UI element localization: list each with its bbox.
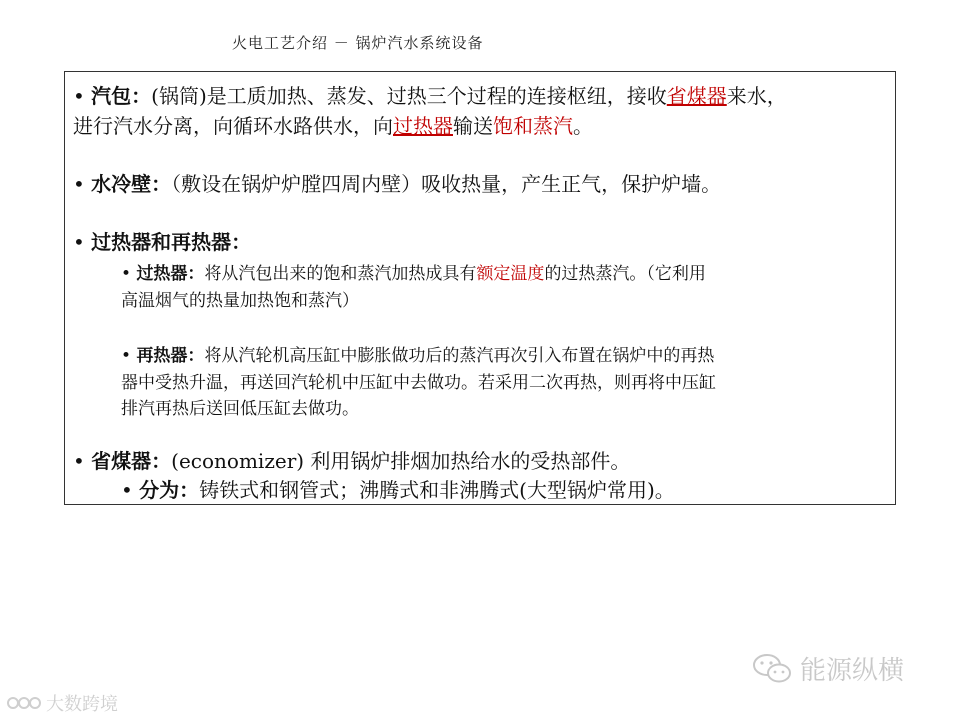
bullet: • bbox=[121, 346, 132, 366]
bullet: • bbox=[73, 449, 85, 473]
superheater-text-1a: 将从汽包出来的饱和蒸汽加热成具有 bbox=[204, 264, 477, 284]
reheater-term: 再热器： bbox=[136, 346, 205, 366]
reheater-line-2: 器中受热升温，再送回汽轮机中压缸中去做功。若采用二次再热，则再将中压缸 bbox=[121, 373, 716, 393]
watermark-left-text: 大数跨境 bbox=[46, 694, 118, 715]
watermark-left bbox=[6, 690, 118, 716]
sh-rh-term: 过热器和再热器： bbox=[91, 230, 252, 254]
brand-logo-icon bbox=[6, 694, 42, 712]
watermark-right bbox=[752, 650, 904, 687]
types-line bbox=[121, 474, 675, 503]
drum-text-2a: 进行汽水分离，向循环水路供水，向 bbox=[73, 114, 393, 138]
drum-text-2c: 输送 bbox=[453, 114, 493, 138]
economizer-line bbox=[73, 445, 630, 474]
drum-text-2e: 。 bbox=[573, 114, 593, 138]
drum-text-1c: 来水， bbox=[726, 84, 787, 108]
superheater-line-1 bbox=[121, 259, 706, 284]
drum-text-1a: (锅筒)是工质加热、蒸发、过热三个过程的连接枢纽，接收 bbox=[151, 84, 667, 108]
watermark-right-text: 能源纵横 bbox=[800, 656, 905, 686]
reheater-line-1 bbox=[121, 341, 714, 366]
rated-temp-highlight: 额定温度 bbox=[476, 264, 545, 284]
economizer-link: 省煤器 bbox=[666, 84, 727, 108]
waterwall-line bbox=[73, 168, 721, 197]
drum-line-2 bbox=[73, 110, 593, 139]
bullet: • bbox=[73, 172, 85, 196]
economizer-text: (economizer) 利用锅炉排烟加热给水的受热部件。 bbox=[171, 449, 631, 473]
bullet: • bbox=[73, 84, 85, 108]
types-term: 分为： bbox=[139, 478, 200, 502]
waterwall-text: （敷设在锅炉炉膛四周内壁）吸收热量，产生正气，保护炉墙。 bbox=[171, 172, 722, 196]
superheater-line-2: 高温烟气的热量加热饱和蒸汽） bbox=[121, 291, 359, 311]
bullet: • bbox=[121, 478, 133, 502]
superheater-link: 过热器 bbox=[393, 114, 453, 138]
slide-title: 火电工艺介绍 － 锅炉汽水系统设备 bbox=[232, 34, 484, 52]
drum-term: 汽包： bbox=[91, 84, 152, 108]
content-box bbox=[64, 71, 896, 505]
bullet: • bbox=[121, 264, 132, 284]
waterwall-term: 水冷壁： bbox=[91, 172, 172, 196]
reheater-text-1: 将从汽轮机高压缸中膨胀做功后的蒸汽再次引入布置在锅炉中的再热 bbox=[204, 346, 715, 366]
superheater-text-1c: 的过热蒸汽。（它利用 bbox=[544, 264, 706, 284]
superheater-term: 过热器： bbox=[136, 264, 205, 284]
wechat-icon bbox=[752, 652, 792, 686]
saturated-steam-highlight: 饱和蒸汽 bbox=[493, 114, 573, 138]
bullet: • bbox=[73, 230, 85, 254]
reheater-line-3: 排汽再热后送回低压缸去做功。 bbox=[121, 399, 359, 419]
types-text: 铸铁式和钢管式；沸腾式和非沸腾式(大型锅炉常用)。 bbox=[199, 478, 675, 502]
sh-rh-heading bbox=[73, 226, 251, 255]
economizer-term: 省煤器： bbox=[91, 449, 172, 473]
drum-line-1 bbox=[73, 80, 787, 109]
